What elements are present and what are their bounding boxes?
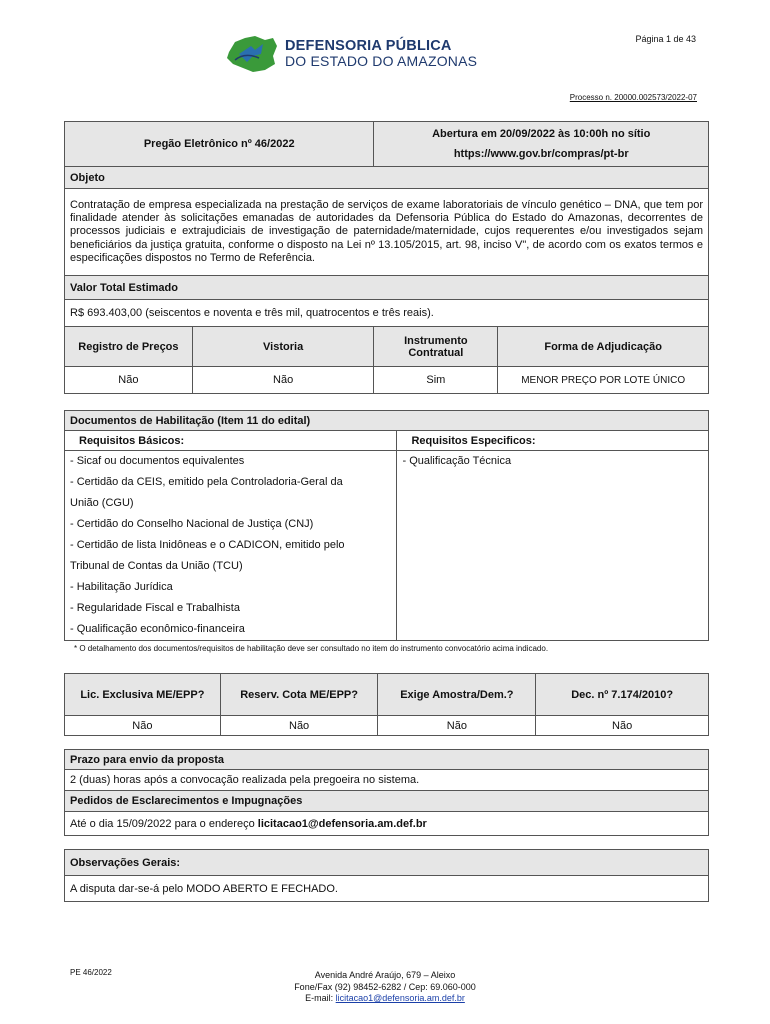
- val-lic-exclusiva: Não: [65, 716, 221, 736]
- col-lic-exclusiva: Lic. Exclusiva ME/EPP?: [65, 674, 221, 716]
- list-item: - Regularidade Fiscal e Trabalhista: [70, 602, 240, 614]
- abertura-line2: https://www.gov.br/compras/pt-br: [453, 148, 629, 160]
- basicos-label: Requisitos Básicos:: [65, 431, 397, 451]
- prazo-text: 2 (duas) horas após a convocação realizada pela pregoeira no sistema.: [65, 770, 709, 791]
- list-item: - Certidão de lista Inidôneas e o CADICON, emitido pelo: [70, 539, 345, 551]
- observacoes-table: [64, 849, 709, 902]
- footer: [0, 970, 770, 1005]
- col-instrumento: Instrumento Contratual: [374, 327, 498, 367]
- logo: [225, 30, 505, 78]
- list-item: - Habilitação Jurídica: [70, 581, 173, 593]
- col-exige-amostra: Exige Amostra/Dem.?: [378, 674, 536, 716]
- footer-phone: Fone/Fax (92) 98452-6282 / Cep: 69.060-000: [294, 981, 476, 992]
- footer-address: Avenida André Araújo, 679 – Aleixo: [314, 970, 456, 980]
- list-item: - Certidão da CEIS, emitido pela Controladoria-Geral da: [70, 476, 343, 488]
- val-reserv-cota: Não: [220, 716, 378, 736]
- footer-email-prefix: E-mail:: [305, 993, 336, 1003]
- org-name-line2: DO ESTADO DO AMAZONAS: [285, 53, 478, 70]
- objeto-label: Objeto: [65, 167, 709, 189]
- especificos-list: [397, 451, 709, 641]
- org-name-line1: DEFENSORIA PÚBLICA: [285, 38, 452, 55]
- prazos-table: [64, 749, 709, 836]
- pedidos-text: [65, 812, 709, 836]
- list-item: Tribunal de Contas da União (TCU): [70, 560, 243, 572]
- pedidos-email: licitacao1@defensoria.am.def.br: [257, 817, 427, 830]
- val-vistoria: Não: [192, 367, 374, 394]
- page-number: Página 1 de 43: [635, 34, 696, 44]
- prazo-label: Prazo para envio da proposta: [65, 750, 709, 770]
- observacoes-text: A disputa dar-se-á pelo MODO ABERTO E FECHADO.: [65, 876, 709, 902]
- val-exige-amostra: Não: [378, 716, 536, 736]
- col-decreto: Dec. nº 7.174/2010?: [536, 674, 709, 716]
- basicos-list: [65, 451, 397, 641]
- habilitacao-footnote: * O detalhamento dos documentos/requisitos de habilitação deve ser consultado no item do instrumento convocatório acima indicado.: [74, 644, 549, 653]
- val-decreto: Não: [536, 716, 709, 736]
- pedidos-label: Pedidos de Esclarecimentos e Impugnações: [65, 791, 709, 812]
- col-reserv-cota: Reserv. Cota ME/EPP?: [220, 674, 378, 716]
- val-forma-adjudicacao: MENOR PREÇO POR LOTE ÚNICO: [498, 367, 709, 394]
- col-forma-adjudicacao: Forma de Adjudicação: [498, 327, 709, 367]
- me-epp-table: [64, 673, 709, 736]
- objeto-text: Contratação de empresa especializada na prestação de serviços de exame laboratoriais de vínculo genético – DNA, que tem por finalidade atender às solicitações emanadas de autoridades da Defensoria Pública do Estado do Amazonas, decorrentes de processos judiciais e extrajudiciais de investigação de paternidade/maternidade, cujos requerentes e/ou investigados sejam beneficiários da justiça gratuita, conforme o disposto na Lei nº 13.105/2015, art. 98, inciso V", de acordo com os exatos termos e especificações dispostos no Termo de Referência.: [65, 189, 709, 276]
- list-item: União (CGU): [70, 497, 134, 509]
- pedidos-prefix: Até o dia 15/09/2022 para o endereço: [70, 817, 258, 830]
- processo-number: Processo n. 20000.002573/2022-07: [569, 93, 697, 102]
- list-item: - Sicaf ou documentos equivalentes: [70, 455, 245, 467]
- abertura-cell: [374, 122, 709, 167]
- list-item: - Qualificação econômico-financeira: [70, 623, 245, 635]
- footer-email-link[interactable]: licitacao1@defensoria.am.def.br: [335, 993, 465, 1003]
- abertura-line1: Abertura em 20/09/2022 às 10:00h no sítio: [432, 128, 651, 140]
- especificos-label: Requisitos Especificos:: [397, 431, 709, 451]
- valor-text: R$ 693.403,00 (seiscentos e noventa e três mil, quatrocentos e três reais).: [65, 300, 709, 327]
- habilitacao-title: Documentos de Habilitação (Item 11 do edital): [65, 411, 709, 431]
- val-registro-precos: Não: [65, 367, 193, 394]
- amazonas-map-icon: [225, 32, 279, 76]
- summary-table: [64, 121, 709, 394]
- footer-email-line: [0, 993, 770, 1005]
- habilitacao-table: [64, 410, 709, 641]
- val-instrumento: Sim: [374, 367, 498, 394]
- pregao-title: Pregão Eletrônico nº 46/2022: [65, 122, 374, 167]
- observacoes-label: Observações Gerais:: [65, 850, 709, 876]
- valor-label: Valor Total Estimado: [65, 276, 709, 300]
- col-vistoria: Vistoria: [192, 327, 374, 367]
- list-item: - Qualificação Técnica: [402, 455, 512, 467]
- list-item: - Certidão do Conselho Nacional de Justiça (CNJ): [70, 518, 314, 530]
- col-registro-precos: Registro de Preços: [65, 327, 193, 367]
- footer-ref: PE 46/2022: [70, 968, 112, 977]
